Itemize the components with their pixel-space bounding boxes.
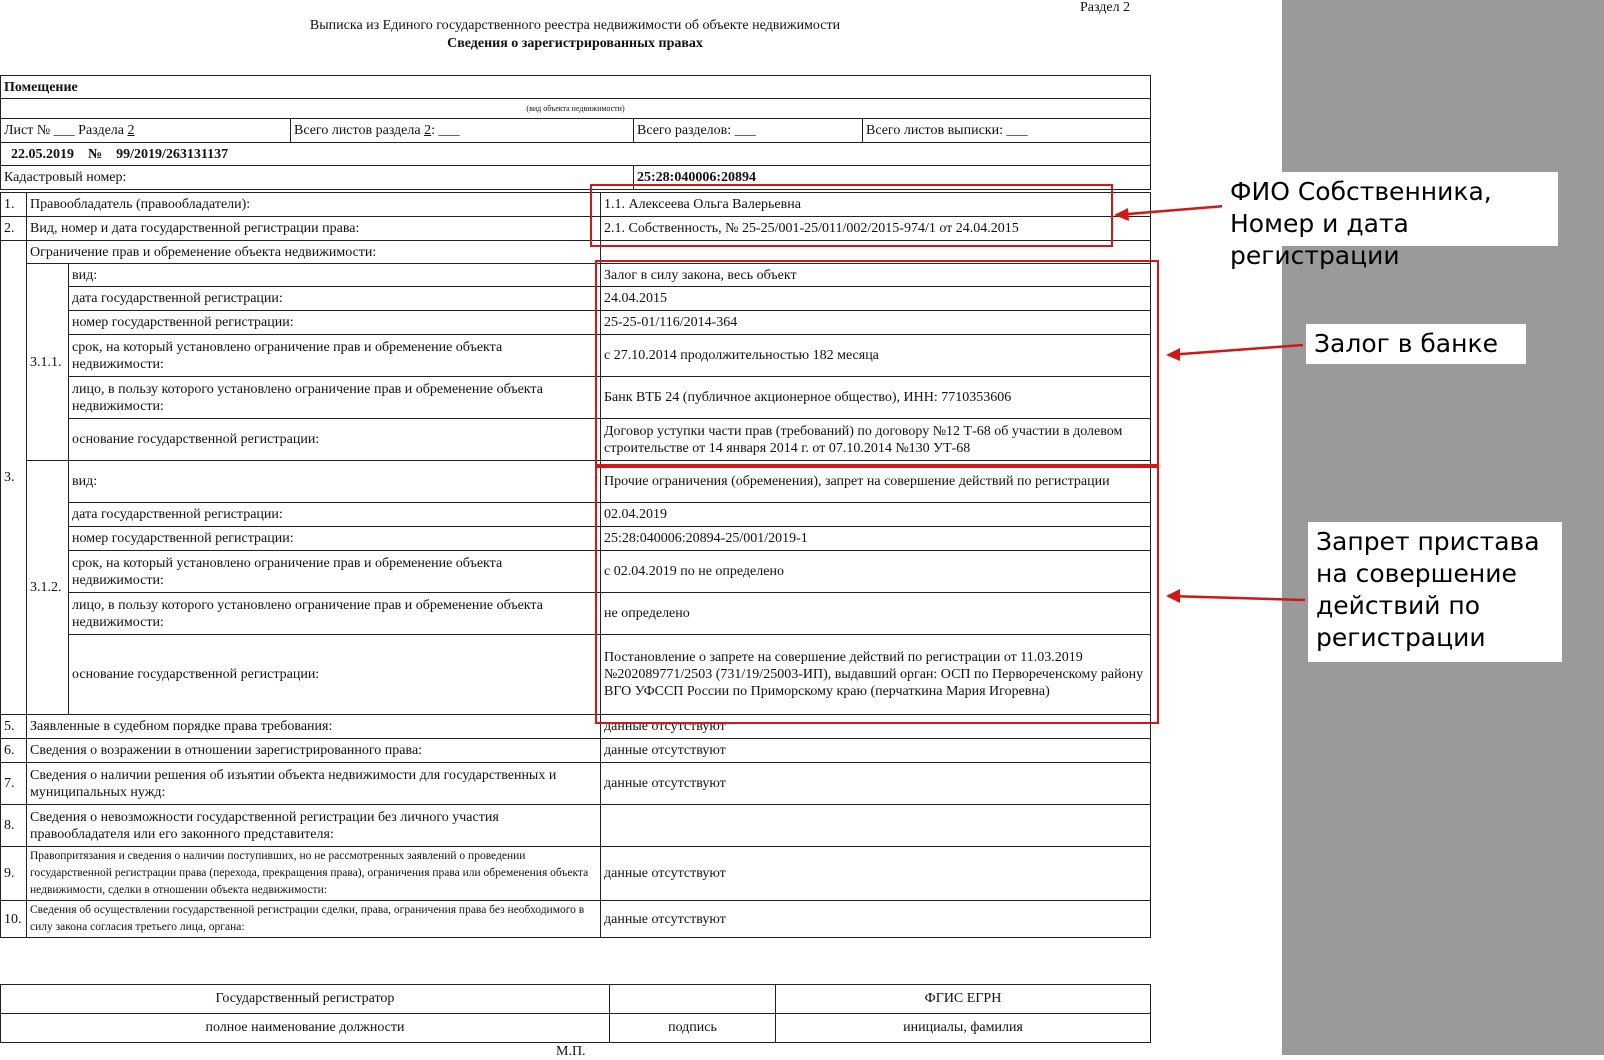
owner-highlight-box <box>590 184 1113 247</box>
row-number: 6. <box>1 739 27 763</box>
field-value: Прочие ограничения (обременения), запрет на совершение действий по регистрации <box>601 461 1151 503</box>
row-number: 8. <box>1 805 27 847</box>
claims-value: данные отсутствуют <box>601 715 1151 739</box>
objection-label: Сведения о возражении в отношении зарегистрированного права: <box>27 739 601 763</box>
sheet-number: Лист № ___ Раздела 2 <box>1 119 291 143</box>
pledge-callout: Залог в банке <box>1306 324 1526 364</box>
objection-value: данные отсутствуют <box>601 739 1151 763</box>
row-number: 10. <box>1 901 27 938</box>
encumbrance-code: 3.1.1. <box>27 264 69 461</box>
field-value: не определено <box>601 593 1151 635</box>
field-value: 25-25-01/116/2014-364 <box>601 311 1151 335</box>
object-header-table <box>0 75 1151 190</box>
ban-callout: Запрет пристава на совершение действий по регистрации <box>1308 522 1562 662</box>
position-caption: полное наименование должности <box>1 1014 610 1043</box>
field-label: вид: <box>69 461 601 503</box>
field-value: Постановление о запрете на совершение действий по регистрации от 11.03.2019 №202089771/2503 (731/19/25003-ИП), выдавший орган: ОСП по Первореченскому району ВГО УФССП России по Приморскому краю (перчаткина Мария Игоревна) <box>601 635 1151 715</box>
encumbrance-label: Ограничение прав и обременение объекта недвижимости: <box>27 241 601 264</box>
cadastral-label: Кадастровый номер: <box>1 166 634 190</box>
signature-cell <box>610 985 776 1014</box>
field-value: Банк ВТБ 24 (публичное акционерное общество), ИНН: 7710353606 <box>601 377 1151 419</box>
pledge-highlight-box <box>595 260 1159 466</box>
personal-participation-label: Сведения о невозможности государственной регистрации без личного участия правообладателя или его законного представителя: <box>27 805 601 847</box>
total-sections: Всего разделов: ___ <box>634 119 863 143</box>
field-value: с 27.10.2014 продолжительностью 182 месяца <box>601 335 1151 377</box>
personal-participation-value <box>601 805 1151 847</box>
field-value: Договор уступки части прав (требований) по договору №12 Т-68 об участии в долевом строительстве от 14 января 2014 г. от 07.10.2014 №130 УТ-68 <box>601 419 1151 461</box>
field-label: срок, на который установлено ограничение прав и обременение объекта недвижимости: <box>69 335 601 377</box>
pending-claims-value: данные отсутствуют <box>601 847 1151 901</box>
field-label: основание государственной регистрации: <box>69 419 601 461</box>
field-label: номер государственной регистрации: <box>69 527 601 551</box>
registration-value: 2.1. Собственность, № 25-25/001-25/011/002/2015-974/1 от 24.04.2015 <box>601 217 1151 241</box>
ban-highlight-box <box>595 466 1159 724</box>
third-party-consent-label: Сведения об осуществлении государственной регистрации сделки, права, ограничения права без необходимого в силу закона согласия третьего лица, органа: <box>27 901 601 938</box>
date-number-row: 22.05.2019 № 99/2019/263131137 <box>1 143 1151 166</box>
third-party-consent-value: данные отсутствуют <box>601 901 1151 938</box>
signature-caption: подпись <box>610 1014 776 1043</box>
field-label: лицо, в пользу которого установлено ограничение прав и обременение объекта недвижимости: <box>69 377 601 419</box>
row-number: 7. <box>1 763 27 805</box>
owner-callout: ФИО Собственника, Номер и дата регистрации <box>1222 172 1558 246</box>
field-label: лицо, в пользу которого установлено ограничение прав и обременение объекта недвижимости: <box>69 593 601 635</box>
field-value: 02.04.2019 <box>601 503 1151 527</box>
field-value: Залог в силу закона, весь объект <box>601 264 1151 287</box>
document-title: Выписка из Единого государственного реестра недвижимости об объекте недвижимости <box>309 18 841 33</box>
row-number: 3. <box>1 241 27 715</box>
field-label: вид: <box>69 264 601 287</box>
field-label: дата государственной регистрации: <box>69 287 601 311</box>
object-type: Помещение <box>1 76 1151 99</box>
initials-caption: инициалы, фамилия <box>776 1014 1151 1043</box>
owner-label: Правообладатель (правообладатели): <box>27 193 601 217</box>
row-number: 2. <box>1 217 27 241</box>
registrar-system: ФГИС ЕГРН <box>776 985 1151 1014</box>
field-value: 24.04.2015 <box>601 287 1151 311</box>
stamp-placeholder: М.П. <box>556 1044 586 1059</box>
document-subtitle: Сведения о зарегистрированных правах <box>447 36 703 51</box>
registration-label: Вид, номер и дата государственной регистрации права: <box>27 217 601 241</box>
field-value: 25:28:040006:20894-25/001/2019-1 <box>601 527 1151 551</box>
row-number: 9. <box>1 847 27 901</box>
row-number: 5. <box>1 715 27 739</box>
cadastral-number: 25:28:040006:20894 <box>634 166 1151 190</box>
field-label: срок, на который установлено ограничение прав и обременение объекта недвижимости: <box>69 551 601 593</box>
field-value: с 02.04.2019 по не определено <box>601 551 1151 593</box>
total-sheets-extract: Всего листов выписки: ___ <box>863 119 1151 143</box>
field-label: дата государственной регистрации: <box>69 503 601 527</box>
claims-label: Заявленные в судебном порядке права требования: <box>27 715 601 739</box>
field-label: основание государственной регистрации: <box>69 635 601 715</box>
seizure-label: Сведения о наличии решения об изъятии объекта недвижимости для государственных и муниципальных нужд: <box>27 763 601 805</box>
row-number: 1. <box>1 193 27 217</box>
field-label: номер государственной регистрации: <box>69 311 601 335</box>
section-label: Раздел 2 <box>1080 0 1131 15</box>
total-sheets-section: Всего листов раздела 2: ___ <box>291 119 634 143</box>
signature-table <box>0 984 1151 1043</box>
pending-claims-label: Правопритязания и сведения о наличии поступивших, но не рассмотренных заявлений о проведении государственной регистрации права (перехода, прекращения права), ограничения права или обременения объекта недвижимости, сделки в отношении объекта недвижимости: <box>27 847 601 901</box>
object-type-caption: (вид объекта недвижимости) <box>1 99 1151 119</box>
encumbrance-code: 3.1.2. <box>27 461 69 715</box>
owner-value: 1.1. Алексеева Ольга Валерьевна <box>601 193 1151 217</box>
registrar-position: Государственный регистратор <box>1 985 610 1014</box>
seizure-value: данные отсутствуют <box>601 763 1151 805</box>
